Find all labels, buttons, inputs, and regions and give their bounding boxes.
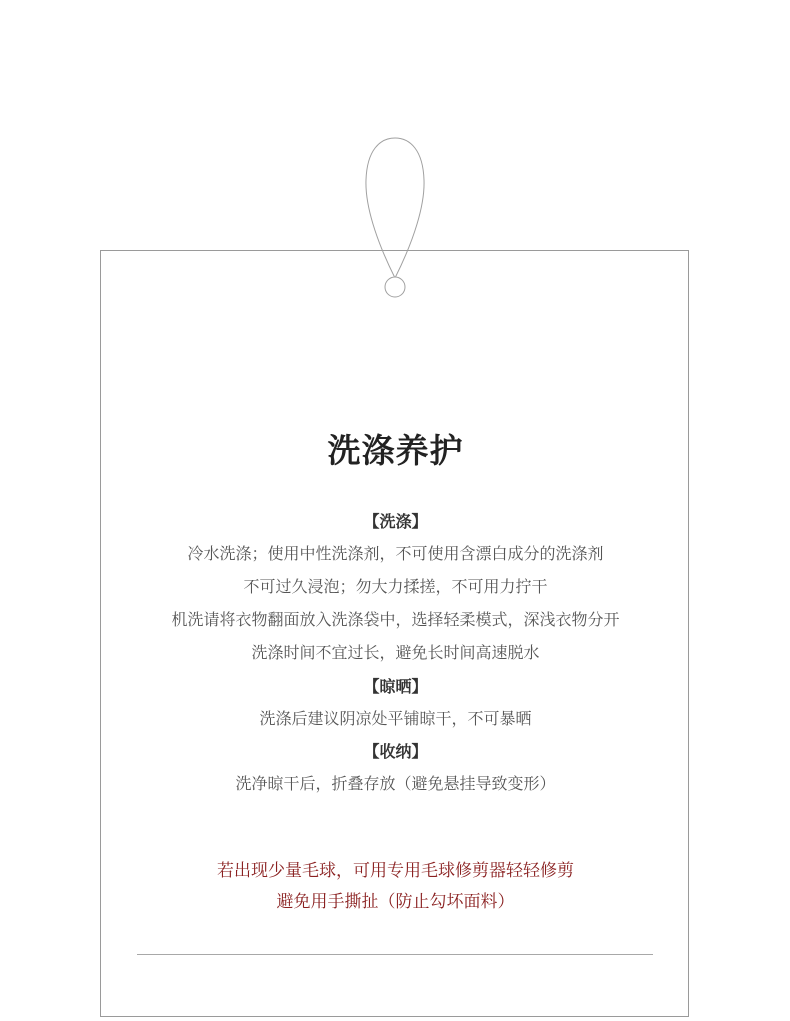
washing-line: 机洗请将衣物翻面放入洗涤袋中，选择轻柔模式，深浅衣物分开 bbox=[171, 610, 620, 629]
section-heading-storage: 【收纳】 bbox=[363, 742, 428, 761]
pilling-note-line: 若出现少量毛球，可用专用毛球修剪器轻轻修剪 bbox=[217, 861, 574, 881]
section-heading-washing: 【洗涤】 bbox=[363, 512, 428, 531]
page-title: 洗涤养护 bbox=[327, 431, 464, 470]
drying-line: 洗涤后建议阴凉处平铺晾干，不可暴晒 bbox=[259, 709, 532, 728]
storage-line: 洗净晾干后，折叠存放（避免悬挂导致变形） bbox=[235, 774, 556, 793]
care-tag-card bbox=[100, 250, 689, 1017]
washing-line: 冷水洗涤；使用中性洗涤剂，不可使用含漂白成分的洗涤剂 bbox=[187, 544, 604, 563]
section-heading-drying: 【晾晒】 bbox=[363, 677, 428, 696]
bottom-divider bbox=[137, 954, 653, 955]
washing-line: 洗涤时间不宜过长，避免长时间高速脱水 bbox=[251, 643, 540, 662]
washing-line: 不可过久浸泡；勿大力揉搓，不可用力拧干 bbox=[243, 577, 548, 596]
pilling-note-line: 避免用手撕扯（防止勾坏面料） bbox=[276, 892, 515, 912]
